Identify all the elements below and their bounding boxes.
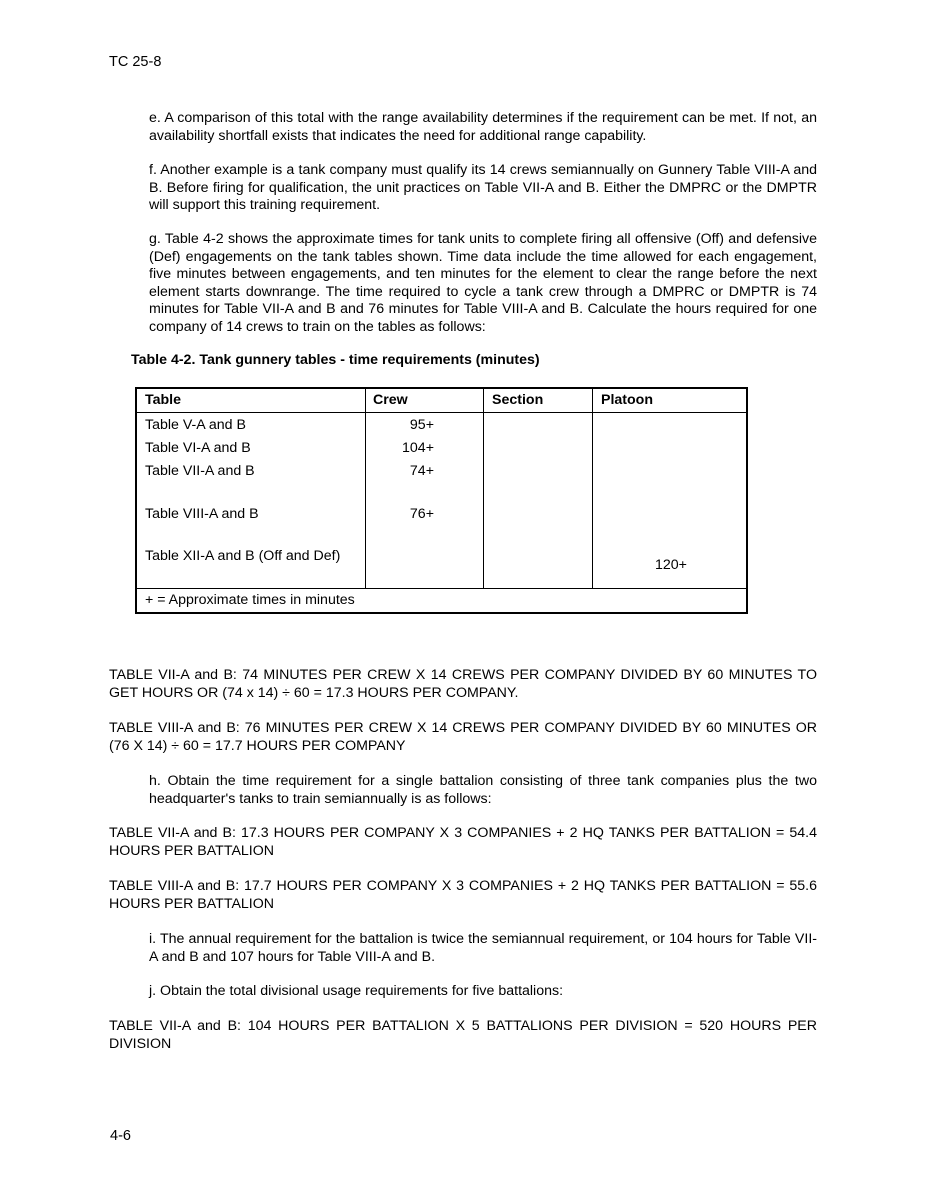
paragraph-j: j. Obtain the total divisional usage requirements for five battalions: — [149, 983, 564, 999]
footnote-divider — [137, 588, 746, 589]
row-crew-time: 74+ — [409, 463, 434, 479]
calculation-table-vii-company: TABLE VII-A and B: 74 MINUTES PER CREW X 14 CREWS PER COMPANY DIVIDED BY 60 MINUTES TO GET HOURS OR (74 x 14) ÷ 60 = 17.3 HOURS PER COMPANY. — [109, 667, 817, 701]
column-header-section: Section — [492, 392, 544, 408]
column-header-crew: Crew — [373, 392, 408, 408]
row-table-name: Table XII-A and B (Off and Def) — [145, 548, 341, 564]
paragraph-i: i. The annual requirement for the battalion is twice the semiannual requirement, or 104 hours for Table VII-A and B and 107 hours for Table VIII-A and B. — [149, 931, 817, 965]
paragraph-f: f. Another example is a tank company must qualify its 14 crews semiannually on Gunnery Table VIII-A and B. Before firing for qualification, the unit practices on Table VII-A and B. Either the DMPRC or the DMPTR will support this training requirement. — [149, 162, 817, 214]
row-crew-time: 104+ — [402, 440, 434, 456]
column-divider — [483, 389, 484, 588]
column-divider — [592, 389, 593, 588]
column-divider — [365, 389, 366, 588]
row-table-name: Table V-A and B — [145, 417, 246, 433]
gunnery-time-table — [135, 387, 748, 614]
row-crew-time: 76+ — [409, 506, 434, 522]
header-divider — [137, 412, 746, 413]
calculation-division: TABLE VII-A and B: 104 HOURS PER BATTALION X 5 BATTALIONS PER DIVISION = 520 HOURS PER DIVISION — [109, 1018, 817, 1052]
page-number: 4-6 — [110, 1128, 131, 1144]
row-table-name: Table VI-A and B — [145, 440, 251, 456]
paragraph-e: e. A comparison of this total with the range availability determines if the requirement can be met. If not, an availability shortfall exists that indicates the need for additional range capability. — [149, 110, 817, 144]
column-header-platoon: Platoon — [601, 392, 654, 408]
paragraph-g: g. Table 4-2 shows the approximate times for tank units to complete firing all offensive (Off) and defensive (Def) engagements on the tank tables shown. Time data include the time allowed for each engagement, five minutes between engagements, and ten minutes for the element to clear the range before the next element starts downrange. The time required to cycle a tank crew through a DMPRC or DMPTR is 74 minutes for Table VII-A and B and 76 minutes for Table VIII-A and B. Calculate the hours required for one company of 14 crews to train on the tables as follows: — [149, 231, 817, 335]
running-header: TC 25-8 — [109, 54, 162, 70]
column-header-table: Table — [145, 392, 182, 408]
row-table-name: Table VIII-A and B — [145, 506, 259, 522]
calculation-table-viii-battalion: TABLE VIII-A and B: 17.7 HOURS PER COMPANY X 3 COMPANIES + 2 HQ TANKS PER BATTALION = 55.6 HOURS PER BATTALION — [109, 878, 817, 912]
calculation-table-viii-company: TABLE VIII-A and B: 76 MINUTES PER CREW X 14 CREWS PER COMPANY DIVIDED BY 60 MINUTES OR (76 X 14) ÷ 60 = 17.7 HOURS PER COMPANY — [109, 720, 817, 754]
table-footnote: + = Approximate times in minutes — [145, 592, 355, 608]
row-crew-time: 95+ — [409, 417, 434, 433]
paragraph-h: h. Obtain the time requirement for a single battalion consisting of three tank companies plus the two headquarter's tanks to train semiannually is as follows: — [149, 773, 817, 807]
row-table-name: Table VII-A and B — [145, 463, 255, 479]
calculation-table-vii-battalion: TABLE VII-A and B: 17.3 HOURS PER COMPANY X 3 COMPANIES + 2 HQ TANKS PER BATTALION = 54.4 HOURS PER BATTALION — [109, 825, 817, 859]
row-platoon-time: 120+ — [655, 557, 687, 573]
table-caption: Table 4-2. Tank gunnery tables - time requirements (minutes) — [131, 352, 540, 368]
